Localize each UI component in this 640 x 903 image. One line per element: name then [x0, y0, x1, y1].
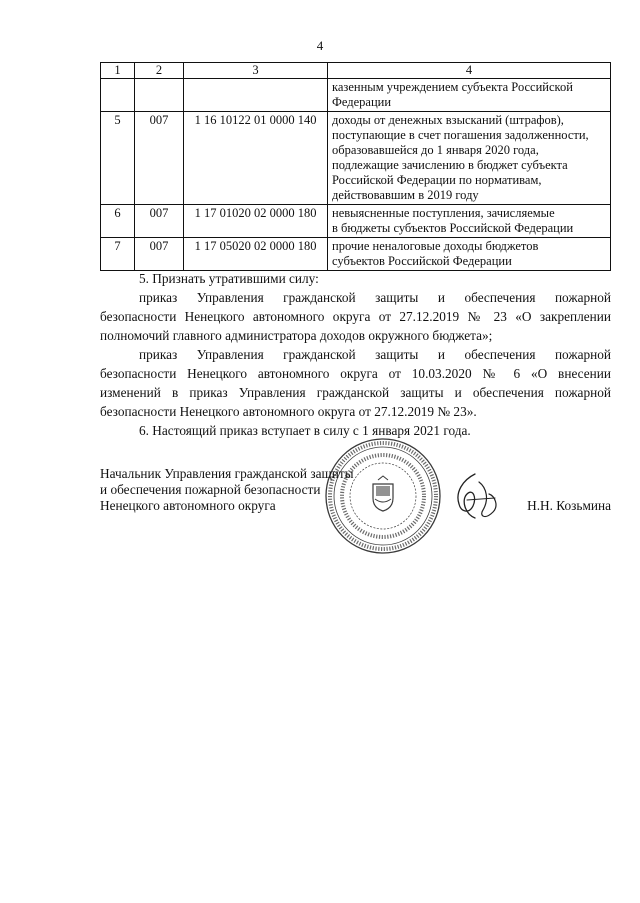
table-row: [101, 238, 611, 271]
description-line: субъектов Российской Федерации: [332, 254, 512, 268]
row-number: 6: [101, 205, 135, 238]
description-line: образовавшейся до 1 января 2020 года,: [332, 143, 539, 157]
paragraph-line: безопасности Ненецкого автономного округа от 10.03.2020 № 6 «О внесении: [100, 366, 611, 381]
description-line: Федерации: [332, 95, 392, 109]
signature-block: [100, 466, 354, 514]
row-description: [328, 205, 611, 238]
paragraph-line: приказ Управления гражданской защиты и обеспечения пожарной: [139, 290, 611, 305]
header-col-1: 1: [101, 63, 135, 79]
signer-position-line: и обеспечения пожарной безопасности: [100, 482, 321, 497]
paragraph-line: безопасности Ненецкого автономного округа от 27.12.2019 № 23».: [100, 404, 477, 419]
row-description: [328, 112, 611, 205]
table-row: [101, 205, 611, 238]
signer-position-line: Начальник Управления гражданской защиты: [100, 466, 354, 481]
table-header-row: [101, 63, 611, 79]
description-line: подлежащие зачислению в бюджет субъекта: [332, 158, 568, 172]
income-codes-table: [100, 62, 611, 271]
table-row: [101, 79, 611, 112]
row-number: [101, 79, 135, 112]
repealed-order-1: [100, 288, 611, 345]
description-line: прочие неналоговые доходы бюджетов: [332, 239, 539, 253]
row-admin-code: 007: [135, 112, 184, 205]
description-line: казенным учреждением субъекта Российской: [332, 80, 573, 94]
paragraph-line: полномочий главного администратора доходов окружного бюджета»;: [100, 328, 493, 343]
signer-position-line: Ненецкого автономного округа: [100, 498, 276, 513]
row-admin-code: 007: [135, 238, 184, 271]
header-col-2: 2: [135, 63, 184, 79]
row-description: [328, 238, 611, 271]
page-number: 4: [316, 38, 324, 53]
paragraph-line: изменений в приказ Управления гражданской защиты и обеспечения пожарной: [100, 385, 611, 400]
row-kbk: 1 16 10122 01 0000 140: [184, 112, 328, 205]
row-kbk: 1 17 05020 02 0000 180: [184, 238, 328, 271]
row-description: [328, 79, 611, 112]
header-col-4: 4: [328, 63, 611, 79]
row-kbk: 1 17 01020 02 0000 180: [184, 205, 328, 238]
paragraph-line: приказ Управления гражданской защиты и обеспечения пожарной: [139, 347, 611, 362]
paragraph-line: безопасности Ненецкого автономного округа от 27.12.2019 № 23 «О закреплении: [100, 309, 611, 324]
row-kbk: [184, 79, 328, 112]
item-6-effective-date: 6. Настоящий приказ вступает в силу с 1 января 2021 года.: [139, 423, 471, 438]
row-number: 5: [101, 112, 135, 205]
row-admin-code: 007: [135, 205, 184, 238]
description-line: невыясненные поступления, зачисляемые: [332, 206, 555, 220]
description-line: действовавшим в 2019 году: [332, 188, 479, 202]
description-line: в бюджеты субъектов Российской Федерации: [332, 221, 574, 235]
row-number: 7: [101, 238, 135, 271]
repealed-order-2: [100, 345, 611, 421]
header-col-3: 3: [184, 63, 328, 79]
order-body: [100, 269, 611, 440]
table-row: [101, 112, 611, 205]
description-line: Российской Федерации по нормативам,: [332, 173, 542, 187]
item-5-heading: 5. Признать утратившими силу:: [139, 271, 319, 286]
handwritten-signature: [445, 470, 503, 525]
signer-name: Н.Н. Козьмина: [527, 498, 611, 513]
description-line: поступающие в счет погашения задолженности,: [332, 128, 589, 142]
row-admin-code: [135, 79, 184, 112]
description-line: доходы от денежных взысканий (штрафов),: [332, 113, 564, 127]
